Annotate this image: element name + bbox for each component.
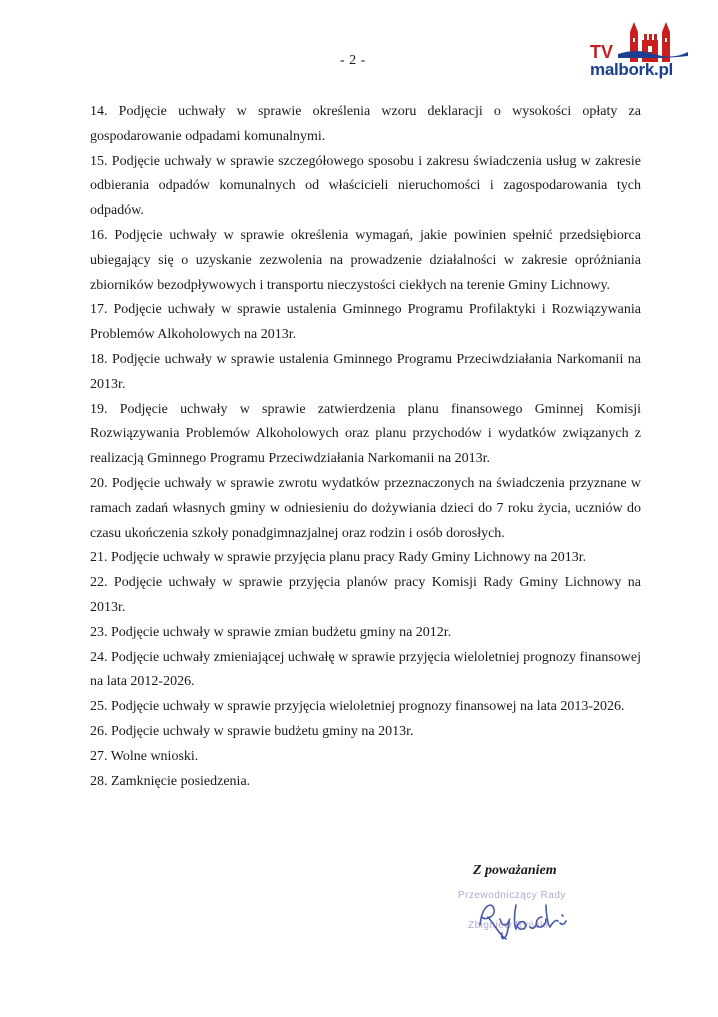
agenda-item: 24. Podjęcie uchwały zmieniającej uchwałę w sprawie przyjęcia wieloletniej prognozy finansowej na lata 2012-2026. (90, 649, 641, 690)
closing-salutation: Z poważaniem (473, 863, 557, 878)
page-number: - 2 - (340, 53, 366, 68)
agenda-item: 20. Podjęcie uchwały w sprawie zwrotu wydatków przeznaczonych na świadczenia przyznane w ramach zadań własnych gminy w odniesieniu do dożywiania dzieci do 7 roku życia, uczniów do czasu ukończenia szkoły ponadgimnazjalnej oraz rodzin i osób dorosłych. (90, 475, 641, 541)
agenda-item: 21. Podjęcie uchwały w sprawie przyjęcia planu pracy Rady Gminy Lichnowy na 2013r. (90, 550, 587, 566)
agenda-item: 25. Podjęcie uchwały w sprawie przyjęcia wieloletniej prognozy finansowej na lata 2013-2026. (90, 699, 625, 715)
agenda-item: 17. Podjęcie uchwały w sprawie ustalenia Gminnego Programu Profilaktyki i Rozwiązywania Problemów Alkoholowych na 2013r. (90, 302, 641, 343)
agenda-item: 28. Zamknięcie posiedzenia. (90, 773, 251, 789)
agenda-item: 23. Podjęcie uchwały w sprawie zmian budżetu gminy na 2012r. (90, 624, 452, 640)
agenda-item: 26. Podjęcie uchwały w sprawie budżetu gminy na 2013r. (90, 723, 414, 739)
agenda-list (90, 100, 641, 794)
stamp-line-title: Przewodniczący Rady (458, 890, 566, 901)
agenda-item: 22. Podjęcie uchwały w sprawie przyjęcia planów pracy Komisji Rady Gminy Lichnowy na 2013r. (90, 575, 641, 615)
stamp-line-name: Zbigniew Ryński (468, 920, 549, 931)
logo-tv-text: TV (590, 42, 614, 62)
agenda-item: 16. Podjęcie uchwały w sprawie określenia wymagań, jakie powinien spełnić przedsiębiorca ubiegający się o uzyskanie zezwolenia na prowadzenie działalności w zakresie opróżniania zbiorników bezodpływowych i transportu nieczystości ciekłych na terenie Gminy Lichnowy. (90, 227, 641, 293)
agenda-item: 19. Podjęcie uchwały w sprawie zatwierdzenia planu finansowego Gminnej Komisji Rozwiązywania Problemów Alkoholowych oraz planu przychodów i wydatków związanych z realizacją Gminnego Programu Przeciwdziałania Narkomanii na 2013r. (90, 401, 641, 467)
tv-malbork-logo[interactable] (590, 18, 700, 80)
agenda-item: 18. Podjęcie uchwały w sprawie ustalenia Gminnego Programu Przeciwdziałania Narkomanii na 2013r. (90, 351, 641, 392)
agenda-item: 14. Podjęcie uchwały w sprawie określenia wzoru deklaracji o wysokości opłaty za gospodarowanie odpadami komunalnymi. (90, 104, 641, 144)
logo-site-text: malbork.pl (590, 60, 673, 79)
handwritten-signature (470, 895, 580, 945)
castle-icon (618, 18, 688, 62)
agenda-item: 15. Podjęcie uchwały w sprawie szczegółowego sposobu i zakresu świadczenia usług w zakresie odbierania odpadów komunalnych od właścicieli nieruchomości i zagospodarowania tych odpadów. (90, 153, 641, 219)
agenda-item: 27. Wolne wnioski. (90, 748, 199, 764)
